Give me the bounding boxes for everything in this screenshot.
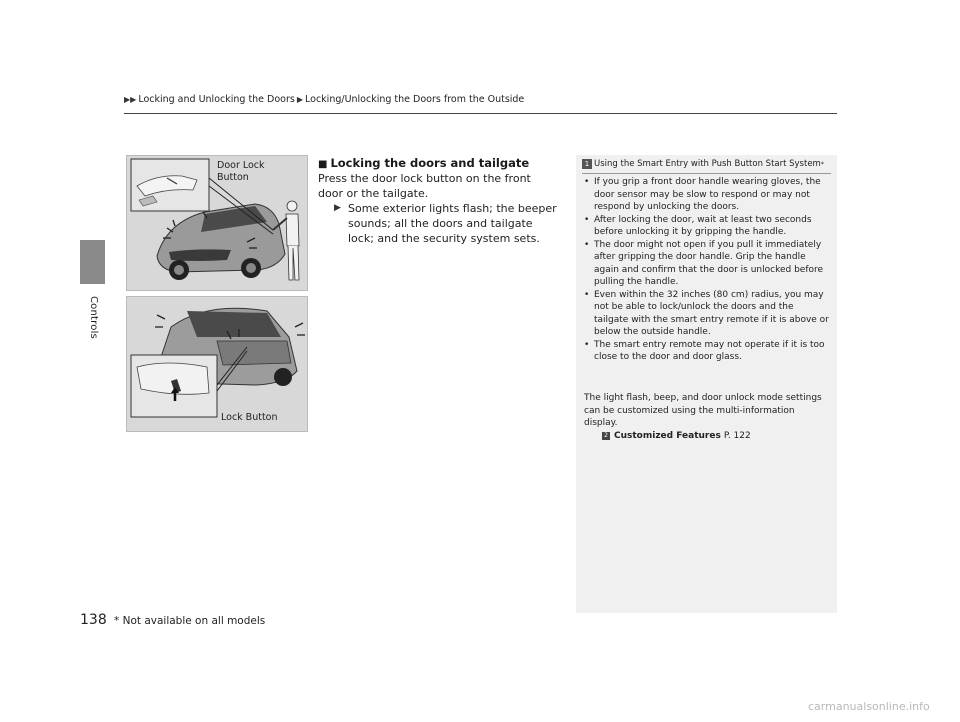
- result-arrow-icon: ▶: [334, 203, 341, 213]
- header-rule: [124, 113, 837, 114]
- list-item: • Even within the 32 inches (80 cm) radius, you may not be able to lock/unlock the doors and the tailgate with the smart entry remote if it is above or below the outside handle.: [584, 289, 829, 337]
- cross-reference-link[interactable]: 2 Customized Features P. 122: [602, 431, 751, 441]
- bullet-icon: •: [584, 177, 590, 187]
- list-item: • The smart entry remote may not operate if it is too close to the door and door glass.: [584, 339, 825, 362]
- car-rear-illustration: [127, 297, 307, 431]
- list-item: • If you grip a front door handle wearing gloves, the door sensor may be slow to respond or may not respond by unlocking the doors.: [584, 177, 821, 212]
- note-list: [584, 176, 830, 364]
- bullet-icon: •: [584, 214, 590, 225]
- note-panel: [576, 155, 837, 613]
- figure-door-lock: [126, 155, 308, 291]
- section-label: Controls: [88, 296, 99, 339]
- note-number-icon: 1: [582, 159, 592, 169]
- bullet-icon: •: [584, 239, 590, 250]
- note-heading: 1 Using the Smart Entry with Push Button Start System *: [582, 159, 824, 169]
- breadcrumb-item[interactable]: Locking and Unlocking the Doors: [138, 94, 295, 105]
- section-tab: [80, 240, 105, 284]
- figure-tailgate-lock: [126, 296, 308, 432]
- breadcrumb-arrow-icon: ▶: [296, 95, 304, 104]
- note-paragraph: The light flash, beep, and door unlock mode settings can be customized using the multi-information display.: [584, 393, 822, 428]
- reference-icon: 2: [602, 432, 610, 440]
- list-item: • The door might not open if you pull it immediately after gripping the door handle. Grip the handle again and confirm that the door is unlocked before pulling the handle.: [584, 239, 824, 287]
- note-rule: [582, 173, 831, 174]
- page-number: 138: [80, 612, 107, 628]
- result-text: ▶ Some exterior lights flash; the beeper sounds; all the doors and tailgate lock; and the security system sets.: [334, 202, 557, 245]
- section-title: ■ Locking the doors and tailgate: [318, 156, 530, 170]
- breadcrumb-item[interactable]: Locking/Unlocking the Doors from the Outside: [305, 94, 525, 105]
- square-bullet-icon: ■: [318, 159, 328, 170]
- breadcrumb: [124, 94, 524, 105]
- footnote: * Not available on all models: [114, 615, 266, 627]
- list-item: • After locking the door, wait at least two seconds before unlocking it by gripping the handle.: [584, 214, 812, 237]
- bullet-icon: •: [584, 339, 590, 350]
- lock-button-label: Lock Button: [221, 412, 278, 423]
- watermark: carmanualsonline.info: [808, 700, 930, 713]
- bullet-icon: •: [584, 289, 590, 300]
- door-lock-button-label: Door Lock Button: [217, 160, 265, 183]
- breadcrumb-arrow-icon: ▶▶: [124, 95, 137, 104]
- instruction-text: Press the door lock button on the front door or the tailgate.: [318, 172, 531, 200]
